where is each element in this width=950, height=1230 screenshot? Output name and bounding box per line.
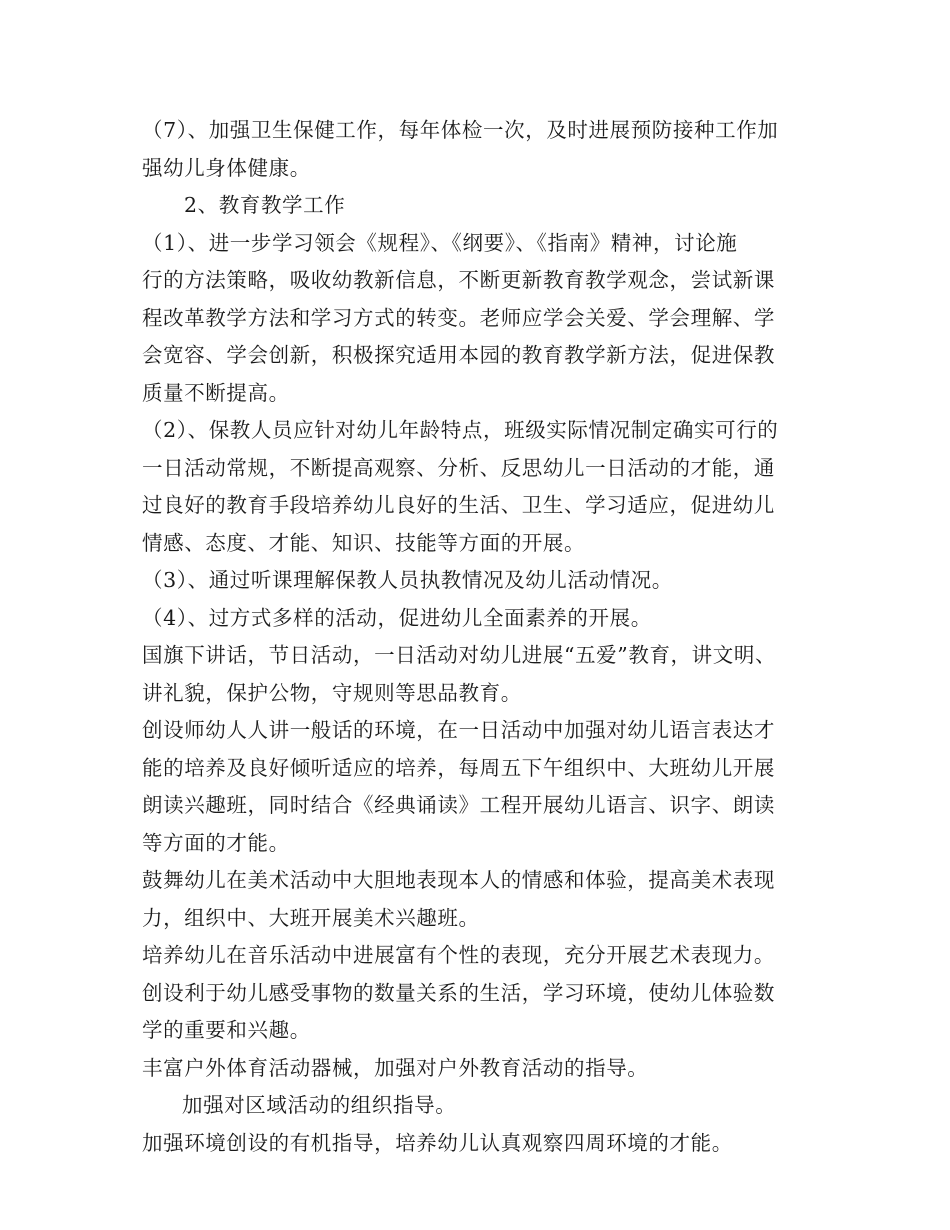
text-line: 鼓舞幼儿在美术活动中大胆地表现本人的情感和体验，提高美术表现 [142, 868, 775, 892]
text-line: 加强对区域活动的组织指导。 [182, 1093, 457, 1117]
text-line: 等方面的才能。 [142, 830, 290, 855]
text-line: 情感、态度、才能、知识、技能等方面的开展。 [142, 530, 586, 555]
section-heading: 2、教育教学工作 [184, 193, 346, 217]
text-line: 过良好的教育手段培养幼儿良好的生活、卫生、学习适应，促进幼儿 [142, 493, 775, 517]
text-line: 加强环境创设的有机指导，培养幼儿认真观察四周环境的才能。 [142, 1130, 733, 1155]
text-line: 国旗下讲话，节日活动，一日活动对幼儿进展“五爱”教育，讲文明、 [142, 643, 777, 667]
text-line: 强幼儿身体健康。 [142, 155, 311, 180]
text-line: （3）、通过听课理解保教人员执教情况及幼儿活动情况。 [142, 568, 673, 592]
text-line: 能的培养及良好倾听适应的培养，每周五下午组织中、大班幼儿开展 [142, 755, 775, 780]
text-line: （1）、进一步学习领会《规程》、《纲要》、《指南》精神，讨论施 [142, 230, 738, 255]
text-line: 创设师幼人人讲一般话的环境，在一日活动中加强对幼儿语言表达才 [142, 718, 775, 742]
text-line: 力，组织中、大班开展美术兴趣班。 [142, 905, 480, 930]
text-line: 会宽容、学会创新，积极探究适用本园的教育教学新方法，促进保教 [142, 343, 775, 367]
text-line: （7）、加强卫生保健工作，每年体检一次，及时进展预防接种工作加 [142, 118, 779, 142]
text-line: 程改革教学方法和学习方式的转变。老师应学会关爱、学会理解、学 [142, 305, 775, 330]
text-line: （4）、过方式多样的活动，促进幼儿全面素养的开展。 [142, 605, 652, 630]
text-line: （2）、保教人员应针对幼儿年龄特点，班级实际情况制定确实可行的 [142, 418, 779, 442]
text-line: 丰富户外体育活动器械，加强对户外教育活动的指导。 [142, 1055, 649, 1080]
text-line: 一日活动常规，不断提高观察、分析、反思幼儿一日活动的才能，通 [142, 455, 775, 480]
text-line: 培养幼儿在音乐活动中进展富有个性的表现，充分开展艺术表现力。 [142, 943, 775, 967]
text-line: 创设利于幼儿感受事物的数量关系的生活，学习环境，使幼儿体验数 [142, 980, 775, 1005]
document-body [142, 112, 842, 1162]
text-line: 学的重要和兴趣。 [142, 1018, 311, 1042]
text-line: 朗读兴趣班，同时结合《经典诵读》工程开展幼儿语言、识字、朗读 [142, 793, 775, 817]
text-line: 质量不断提高。 [142, 380, 290, 405]
text-line: 行的方法策略，吸收幼教新信息，不断更新教育教学观念，尝试新课 [142, 268, 775, 292]
text-line: 讲礼貌，保护公物，守规则等思品教育。 [142, 680, 522, 705]
